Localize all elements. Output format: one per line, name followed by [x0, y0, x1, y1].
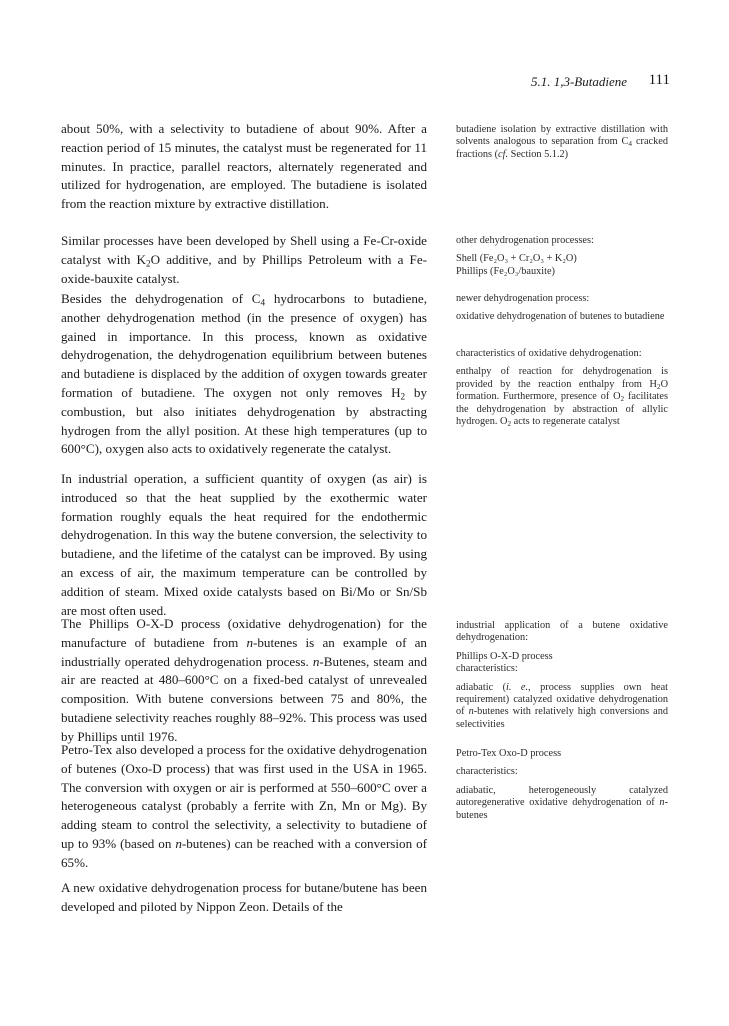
- main-paragraph-2: Similar processes have been developed by Shell using a Fe-Cr-oxide catalyst with $K_2O$ additive, and by Phillips Petroleum with a Fe-oxide-bauxite catalyst.: [61, 233, 427, 286]
- margin-note-phillips: Phillips (Fe₂O₃/bauxite): [456, 265, 555, 277]
- running-head: 5.1. 1,3-Butadiene: [530, 74, 627, 89]
- main-paragraph-5: The Phillips O-X-D process (oxidative dehydrogenation) for the manufacture of butadiene from n-butenes is an example of an industrially operated dehydrogenation process. n-Butenes, steam and air are reacted at 480–600°C on a fixed-bed catalyst of unrevealed composition. With butene conversions between 75 and 80%, the butadiene selectivity reaches roughly 88–92%. This process was used by Phillips until 1976.: [61, 616, 427, 744]
- main-paragraph-3: Besides the dehydrogenation of $C_4$ hydrocarbons to butadiene, another dehydrogenation method (in the presence of oxygen) has gained in importance. In this process, known as oxidative dehydrogenation, the dehydrogenation equilibrium between butenes and butadiene is displaced by the addition of oxygen towards greater formation of butadiene. The oxygen not only removes $H_2$ by combustion, but also initiates dehydrogenation by abstracting hydrogen from the allyl position. At these high temperatures (up to 600°C), oxygen also acts to oxidatively regenerate the catalyst.: [61, 291, 427, 457]
- margin-note-6: Petro-Tex Oxo-D process characteristics: adiabatic, heterogeneously catalyzed autoregenerative oxidative dehydrogenation of n-butenes: [456, 748, 668, 821]
- margin-note-shell: Shell (Fe₂O₃ + Cr₂O₃ + K₂O): [456, 253, 577, 265]
- margin-note-3: newer dehydrogenation process: oxidative dehydrogenation of butenes to butadiene: [456, 293, 665, 323]
- main-paragraph-1: about 50%, with a selectivity to butadiene of about 90%. After a reaction period of 15 minutes, the catalyst must be regenerated for 11 minutes. In practice, parallel reactors, alternately regenerated and utilized for hydrogenation, are employed. The butadiene is isolated from the reaction mixture by extractive distillation.: [61, 121, 427, 212]
- main-paragraph-4: In industrial operation, a sufficient quantity of oxygen (as air) is introduced so that the heat supplied by the exothermic water formation roughly equals the heat required for the endothermic dehydrogenation. In this way the butene conversion, the selectivity to butadiene, and the lifetime of the catalyst can be improved. By using an excess of air, the maximum temperature can be controlled by addition of steam. Mixed oxide catalysts based on Bi/Mo or Sn/Sb are most often used.: [61, 471, 427, 618]
- margin-note-4: characteristics of oxidative dehydrogenation: enthalpy of reaction for dehydrogenation is provided by the reaction enthalpy from $H_2O$ formation. Furthermore, presence of $O_2$ facilitates the dehydrogenation by abstraction of allylic hydrogen. $O_2$ acts to regenerate catalyst: [456, 348, 668, 428]
- page-number: 111: [648, 72, 670, 88]
- main-paragraph-7: A new oxidative dehydrogenation process for butane/butene has been developed and piloted by Nippon Zeon. Details of the: [61, 880, 427, 914]
- margin-note-1: butadiene isolation by extractive distillation with solvents analogous to separation from $C_4$ cracked fractions (cf. Section 5.1.2): [456, 124, 668, 160]
- main-paragraph-6: Petro-Tex also developed a process for the oxidative dehydrogenation of butenes (Oxo-D process) that was first used in the USA in 1965. The conversion with oxygen or air is performed at 550–600°C over a heterogeneous catalyst (probably a ferrite with Zn, Mn or Mg). By adding steam to control the selectivity, a selectivity to butadiene of up to 93% (based on n-butenes) can be reached with a conversion of 65%.: [61, 742, 427, 870]
- margin-note-2: other dehydrogenation processes: Shell (Fe₂O₃ + Cr₂O₃ + K₂O) Phillips (Fe₂O₃/bauxite): [456, 235, 668, 284]
- margin-note-5: industrial application of a butene oxidative dehydrogenation: Phillips O-X-D process characteristics: adiabatic (i. e., process supplies own heat requirement) catalyzed oxidative dehydrogenation of n-butenes with relatively high conversions and selectivities: [456, 620, 669, 730]
- page-header: [0, 72, 729, 92]
